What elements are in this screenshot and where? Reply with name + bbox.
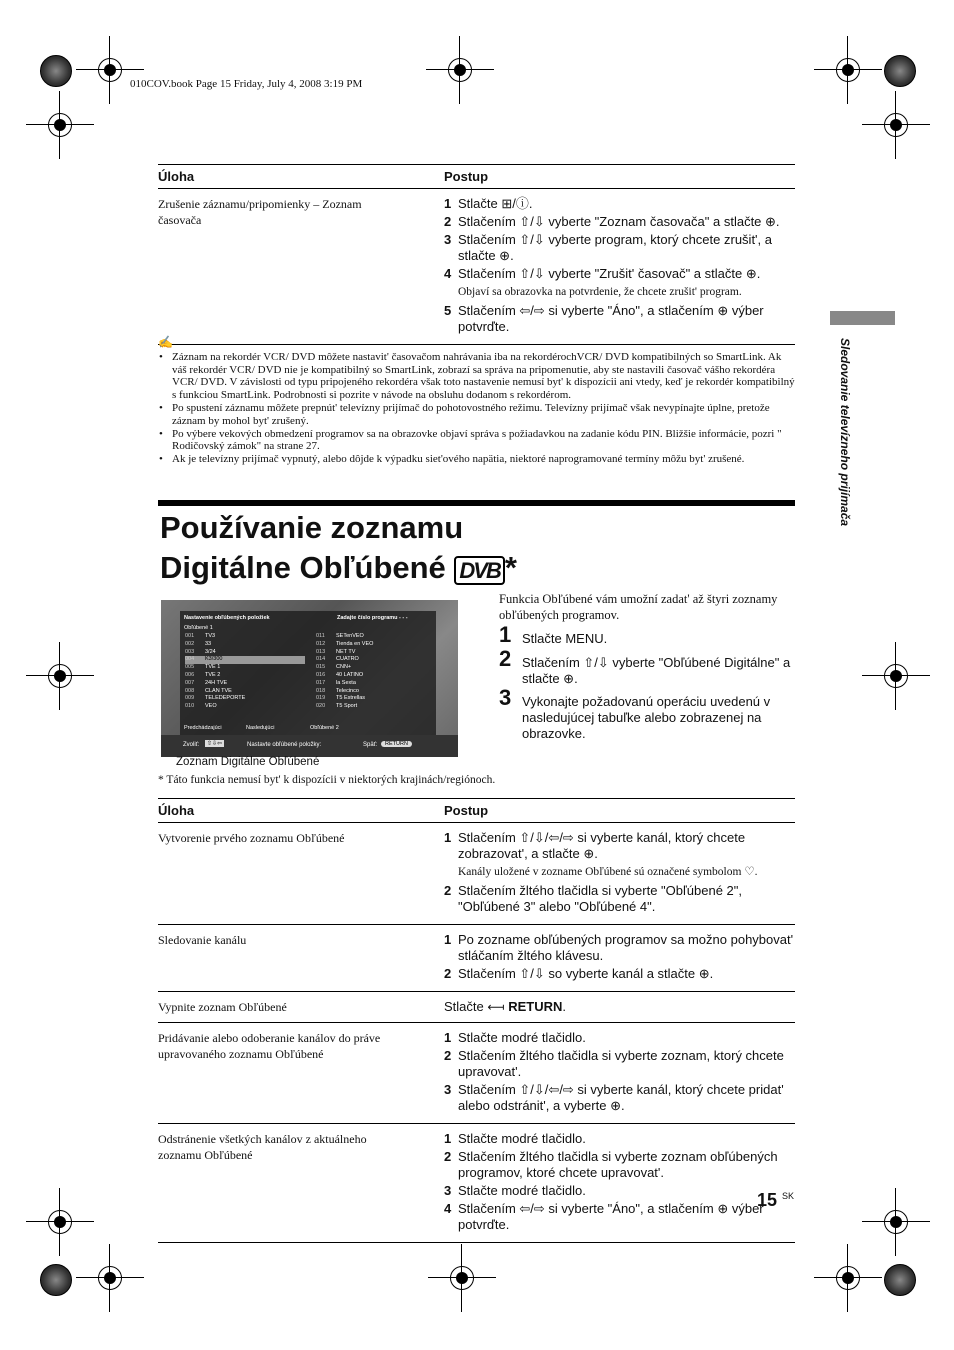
menu-nav-bar <box>180 725 436 733</box>
table-row <box>158 189 795 345</box>
table-row <box>158 992 795 1023</box>
registration-mark <box>828 50 868 90</box>
registration-mark <box>876 1202 916 1242</box>
table-row <box>158 1023 795 1124</box>
registration-mark <box>440 50 480 90</box>
task-cell: Vytvorenie prvého zoznamu Obľúbené <box>158 823 444 925</box>
col-header-procedure: Postup <box>444 799 795 823</box>
channel-item: 003 3/24 <box>185 648 216 655</box>
main-step: 1 Stlačte MENU. <box>499 622 608 647</box>
notes-block <box>158 336 795 466</box>
nav-next: Nasledujúci <box>246 725 275 731</box>
help-set-favourites: Nastavte obľúbené položky: <box>247 742 322 748</box>
help-back: Späť: <box>363 742 378 748</box>
registration-dot <box>884 55 916 87</box>
task-cell: Sledovanie kanálu <box>158 925 444 992</box>
note-item: • Ak je televízny prijímač vypnutý, alebo dôjde k výpadku siet'ového napätia, niektoré naprogramované termíny môžu byt' zrušené. <box>172 453 795 466</box>
registration-mark <box>876 656 916 696</box>
registration-mark <box>40 105 80 145</box>
task-cell: Zrušenie záznamu/pripomienky – Zoznam časovača <box>158 189 444 345</box>
return-button-icon: RETURN <box>381 741 412 747</box>
channel-item: 020 T5 Sport <box>316 703 358 710</box>
channel-item: 005 TVE 1 <box>185 664 221 671</box>
channel-item: 006 TVE 2 <box>185 671 221 678</box>
task-cell: Vypnite zoznam Obľúbené <box>158 992 444 1023</box>
procedure-step: 3 Stlačením ⇧/⇩ vyberte program, ktorý chcete zrušit', a stlačte ⊕. <box>444 232 772 263</box>
registration-mark <box>40 1202 80 1242</box>
favourites-menu <box>180 611 436 735</box>
procedure-step: 2 Stlačením ⇧/⇩ vyberte "Zoznam časovača" a stlačte ⊕. <box>444 214 780 229</box>
note-item: • Po výbere vekových obmedzení programov sa na obrazovke objaví správa s požiadavkou na zadanie kódu PIN. Bližšie informácie, pozri " Rodičovský zámok" na strane 27. <box>172 428 795 454</box>
procedure-step: 1 Stlačením ⇧/⇩/⇦/⇨ si vyberte kanál, ktorý chcete zobrazovat', a stlačte ⊕. <box>444 830 746 861</box>
procedure-step: 5 Stlačením ⇦/⇨ si vyberte "Áno", a stlačením ⊕ výber potvrďte. <box>444 303 764 334</box>
sidebar-section-label: Sledovanie televízneho prijímača <box>838 338 852 527</box>
sidebar-tab <box>830 311 895 325</box>
channel-item: 017 la Sexta <box>316 679 356 686</box>
procedure-step: 3 Stlačením ⇧/⇩/⇦/⇨ si vyberte kanál, ktorý chcete pridat' alebo odstránit', a vyberte ⊕. <box>444 1082 784 1113</box>
col-header-procedure: Postup <box>444 165 795 189</box>
registration-dot <box>40 55 72 87</box>
channel-item: 019 T5 Estrellas <box>316 695 366 702</box>
footnote: * Táto funkcia nemusí byt' k dispozícii v niektorých krajinách/regiónoch. <box>158 774 496 786</box>
procedure-step: 1 Po zozname obľúbených programov sa možno pohybovat' stláčaním žltého klávesu. <box>444 932 794 963</box>
channel-item: 016 40 LATINO <box>316 671 364 678</box>
section-rule <box>158 500 795 506</box>
screen-help-bar <box>161 735 458 757</box>
procedure-step: 2 Stlačením žltého tlačidla si vyberte "Obľúbené 2", "Obľúbené 3" alebo "Obľúbené 4". <box>444 883 743 914</box>
procedure-step: 2 Stlačením žltého tlačidla si vyberte zoznam obľúbených programov, ktoré chcete upravovat'. <box>444 1149 778 1180</box>
book-header-meta: 010COV.book Page 15 Friday, July 4, 2008 3:19 PM <box>130 78 363 90</box>
section-title: Používanie zoznamu Digitálne Obľúbené DVB * <box>160 510 517 585</box>
note-item: • Po spustení záznamu môžete prepnút' televízny prijímač do pohotovostného režimu. Televízny prijímač však nevypínajte úplne, pretože záznam by mohol byt' zrušený. <box>172 402 795 428</box>
note-item: • Záznam na rekordér VCR/ DVD môžete nastavit' časovačom nahrávania iba na rekordérochVCR/ DVD kompatibilných so SmartLink. Ak váš rekordér VCR/ DVD nie je kompatibilný so SmartLink, zobrazí sa správa na pripomenutie, aby ste nastavili časovač vášho rekordéra VCR/ DVD. V závislosti od typu pripojeného rekordéra však toto nastavenie nemusí byt' k dispozícii ani vtedy, keď je rekordér kompatibilný s funkciou SmartLink. Podrobnosti si pozrite v návode na obsluhu dodanom s rekordérom. <box>172 351 795 402</box>
table-row <box>158 823 795 925</box>
nav-previous: Predchádzajúci <box>184 725 222 731</box>
procedure-step: 1 Stlačte modré tlačidlo. <box>444 1030 586 1045</box>
table-row <box>158 1124 795 1243</box>
channel-item: 011 SETenVEO <box>316 633 364 639</box>
menu-title: Nastavenie obľúbených položiek <box>184 615 270 621</box>
task-cell: Odstránenie všetkých kanálov z aktuálneho zoznamu Obľúbené <box>158 1124 444 1243</box>
procedure-note: Objaví sa obrazovka na potvrdenie, že chcete zrušit' program. <box>458 286 742 298</box>
procedure-step: 2 Stlačením žltého tlačidla si vyberte zoznam, ktorý chcete upravovat'. <box>444 1048 784 1079</box>
registration-mark <box>442 1258 482 1298</box>
main-step: 2 Stlačením ⇧/⇩ vyberte "Obľúbené Digitálne" a stlačte ⊕. <box>499 646 791 686</box>
procedure-cell <box>444 823 795 925</box>
registration-mark <box>828 1258 868 1298</box>
col-header-task: Úloha <box>158 165 444 189</box>
channel-item: 007 24H TVE <box>185 679 228 686</box>
procedure-cell <box>444 1124 795 1243</box>
registration-mark <box>40 656 80 696</box>
channel-item: 018 Telecinco <box>316 687 359 694</box>
task-table-timer <box>158 164 795 345</box>
procedure-step: 1 Stlačte modré tlačidlo. <box>444 1131 586 1146</box>
procedure-cell <box>444 1023 795 1124</box>
channel-item: 001 TV3 <box>185 633 216 639</box>
procedure-cell: Stlačte ⟻ RETURN. <box>444 992 795 1023</box>
procedure-step: 1 Stlačte ⊞/ⓘ. <box>444 196 533 211</box>
task-cell: Pridávanie alebo odoberanie kanálov do práve upravovaného zoznamu Obľúbené <box>158 1023 444 1124</box>
procedure-step: 3 Stlačte modré tlačidlo. <box>444 1183 586 1198</box>
registration-dot <box>40 1264 72 1296</box>
help-select: Zvoliť: <box>183 742 200 748</box>
procedure-cell <box>444 189 795 345</box>
arrow-keys-icon: ⇧⇩⇦ <box>207 741 223 747</box>
channel-item: 010 VEO <box>185 703 217 710</box>
registration-mark <box>90 50 130 90</box>
intro-text: Funkcia Obľúbené vám umožní zadat' až štyri zoznamy obľúbených programov. <box>499 592 778 622</box>
procedure-cell <box>444 925 795 992</box>
procedure-step: 4 Stlačením ⇧/⇩ vyberte "Zrušit' časovač" a stlačte ⊕. <box>444 266 761 281</box>
procedure-step: 2 Stlačením ⇧/⇩ so vyberte kanál a stlačte ⊕. <box>444 966 714 981</box>
channel-item: 013 NET TV <box>316 648 356 655</box>
main-step: 3 Vykonajte požadovanú operáciu uvedenú v nasledujúcej tabuľke alebo zobrazenej na obrazovke. <box>499 685 771 741</box>
registration-dot <box>884 1264 916 1296</box>
channel-item: 009 TELEDEPORTE <box>185 695 246 702</box>
channel-item: 015 CNN+ <box>316 664 352 671</box>
tv-screen-illustration <box>161 600 458 757</box>
notes-icon: ✍ <box>158 335 173 349</box>
return-icon: ⟻ <box>487 1000 505 1014</box>
program-number-prompt: Zadajte číslo programu - - - <box>337 615 408 621</box>
channel-column-right <box>316 633 432 711</box>
table-row <box>158 925 795 992</box>
channel-item-selected: 004 K3/300 <box>185 656 305 664</box>
channel-item: 008 CLAN TVE <box>185 687 232 694</box>
nav-favourite: Obľúbené 2 <box>310 725 339 731</box>
channel-column-left <box>185 633 305 711</box>
channel-item: 012 Tienda en VEO <box>316 640 374 647</box>
registration-mark <box>876 105 916 145</box>
screen-caption: Zoznam Digitálne Obľúbené <box>176 756 320 768</box>
page-number: 15 $^{SK}$ <box>757 1190 795 1210</box>
registration-mark <box>90 1258 130 1298</box>
channel-item: 014 CUATRO <box>316 656 359 663</box>
task-table-favourites <box>158 798 795 1243</box>
procedure-note: Kanály uložené v zozname Obľúbené sú označené symbolom ♡. <box>458 866 758 878</box>
col-header-task: Úloha <box>158 799 444 823</box>
channel-item: 002 33 <box>185 640 212 647</box>
procedure-step: 4 Stlačením ⇦/⇨ si vyberte "Áno", a stlačením ⊕ výber potvrďte. <box>444 1201 764 1232</box>
dvb-logo: DVB <box>454 556 504 585</box>
favourite-list-label: Obľúbené 1 <box>184 625 213 631</box>
